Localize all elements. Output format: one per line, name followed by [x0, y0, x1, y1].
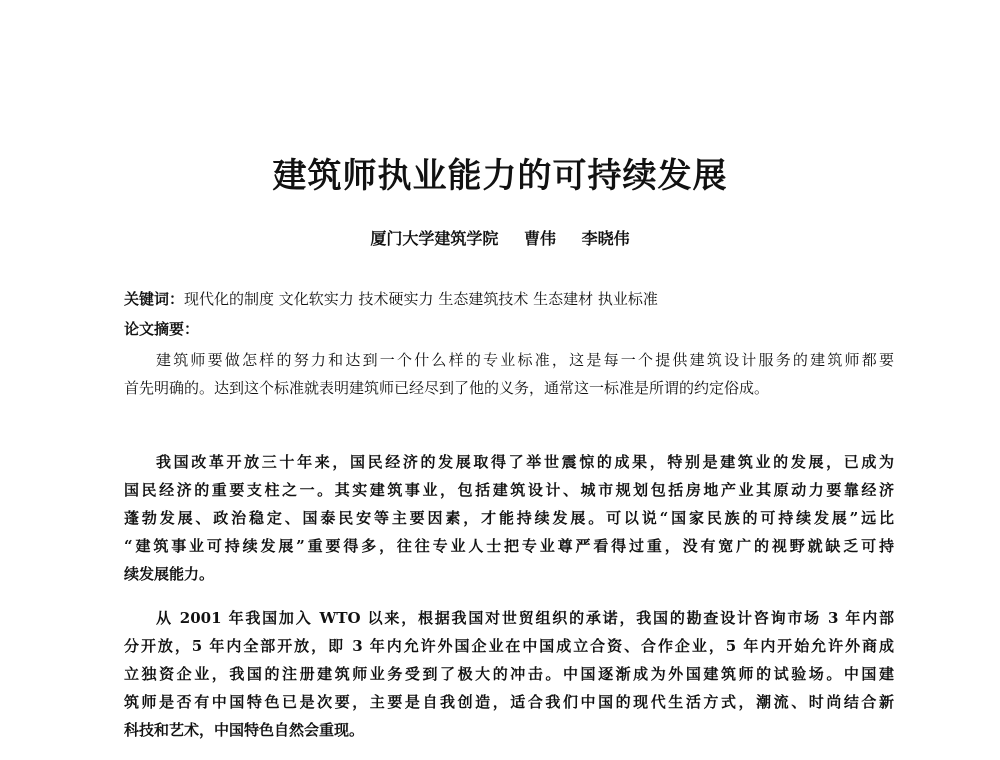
body-paragraph [124, 604, 894, 744]
keywords-line [124, 288, 658, 309]
paragraph-line: 建筑师要做怎样的努力和达到一个什么样的专业标准，这是每一个提供建筑设计服务的建筑师都要 [156, 351, 894, 369]
author-name: 李晓伟 [581, 229, 630, 248]
abstract-paragraph [124, 346, 894, 402]
paragraph-line: 科技和艺术，中国特色自然会重现。 [124, 721, 365, 739]
paragraph-line: 筑师是否有中国特色已是次要，主要是自我创造，适合我们中国的现代生活方式，潮流、时尚结合新 [124, 693, 894, 711]
paragraph-line: 蓬勃发展、政治稳定、国泰民安等主要因素，才能持续发展。可以说“国家民族的可持续发展”远比 [124, 509, 894, 527]
paper-title: 建筑师执业能力的可持续发展 [272, 156, 728, 196]
paragraph-line: 我国改革开放三十年来，国民经济的发展取得了举世震惊的成果，特别是建筑业的发展，已成为 [156, 453, 894, 471]
paragraph-line: 首先明确的。达到这个标准就表明建筑师已经尽到了他的义务，通常这一标准是所谓的约定俗成。 [124, 379, 770, 397]
keywords-label: 关键词： [124, 290, 185, 308]
keywords-terms: 现代化的制度 文化软实力 技术硬实力 生态建筑技术 生态建材 执业标准 [184, 290, 658, 308]
paragraph-line: 从 2001 年我国加入 WTO 以来，根据我国对世贸组织的承诺，我国的勘查设计咨询市场 3 年内部 [156, 609, 894, 627]
paragraph-line: “建筑事业可持续发展”重要得多，往往专业人士把专业尊严看得过重，没有宽广的视野就缺乏可持 [124, 537, 894, 555]
abstract-label: 论文摘要： [124, 320, 200, 338]
paragraph-line: 国民经济的重要支柱之一。其实建筑事业，包括建筑设计、城市规划包括房地产业其原动力要靠经济 [124, 481, 894, 499]
body-paragraph [124, 448, 894, 588]
author-name: 曹伟 [523, 229, 556, 248]
paragraph-line: 分开放，5 年内全部开放，即 3 年内允许外国企业在中国成立合资、合作企业，5 年内开始允许外商成 [124, 637, 894, 655]
paragraph-line: 立独资企业，我国的注册建筑师业务受到了极大的冲击。中国逐渐成为外国建筑师的试验场。中国建 [124, 665, 894, 683]
paragraph-line: 续发展能力。 [124, 565, 215, 583]
author-line [0, 226, 1000, 249]
author-affiliation: 厦门大学建筑学院 [370, 229, 499, 248]
